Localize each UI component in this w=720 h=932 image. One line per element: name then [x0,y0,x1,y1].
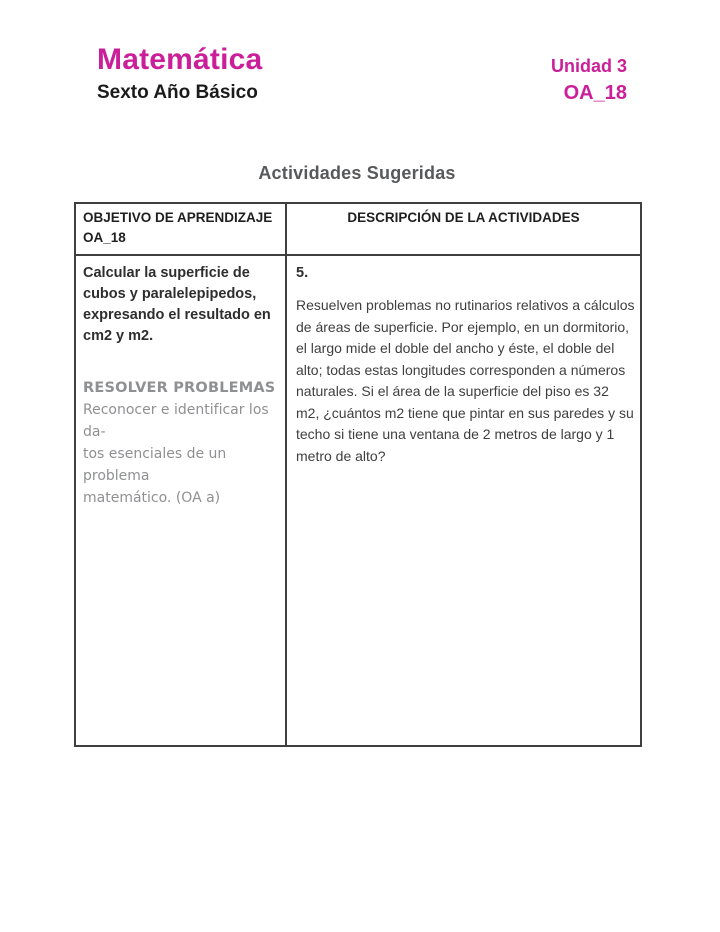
objective-header-line2: OA_18 [83,230,126,245]
page-header [97,44,627,104]
activity-number: 5. [296,265,309,281]
skill-description: Reconocer e identificar los da- tos esenciales de un problema matemático. (OA a) [83,402,269,506]
grade-level: Sexto Año Básico [97,82,258,103]
table-body-row [75,255,641,746]
header-left [97,44,262,104]
description-column-header: DESCRIPCIÓN DE LA ACTIVIDADES [286,203,641,255]
objective-cell [75,255,286,746]
skill-title: RESOLVER PROBLEMAS [83,380,276,396]
activity-cell [286,255,641,746]
objective-column-header [75,203,286,255]
section-title: Actividades Sugeridas [258,163,456,183]
objective-header-line1: OBJETIVO DE APRENDIZAJE [83,210,273,225]
table-header-row [75,203,641,255]
oa-code: OA_18 [563,82,627,104]
activities-table [74,202,642,747]
subject-title: Matemática [97,43,263,76]
unit-label: Unidad 3 [550,56,627,76]
skill-block [83,377,277,509]
objective-text: Calcular la superficie de cubos y paralelepipedos, expresando el resultado en cm2 y m2. [83,265,271,344]
activity-description: Resuelven problemas no rutinarios relativos a cálculos de áreas de superficie. Por ejemplo, en un dormitorio, el largo mide el doble del ancho y éste, el doble del alto; todas estas longitudes corresponden a números naturales. Si el área de la superficie del piso es 32 m2, ¿cuántos m2 tiene que pintar en sus paredes y su techo si tiene una ventana de 2 metros de largo y 1 metro de alto? [296,297,635,464]
header-right [551,56,627,104]
